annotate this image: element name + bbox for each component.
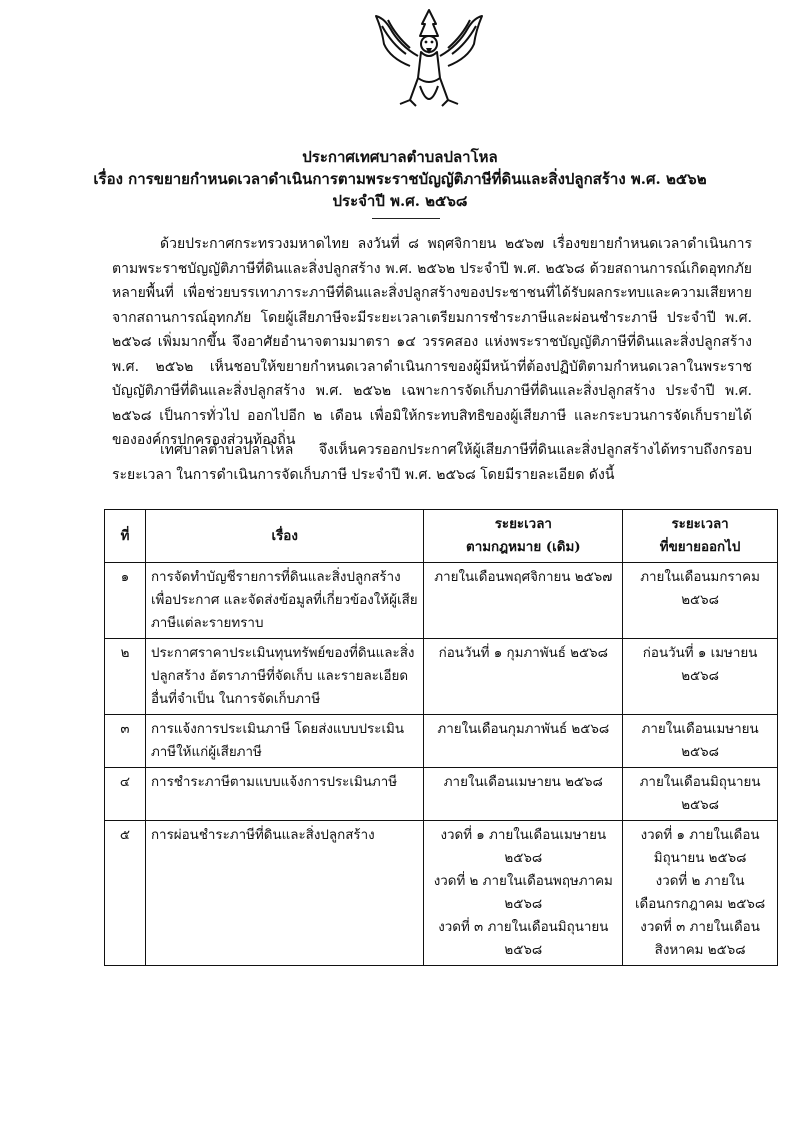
row-new-period: ภายในเดือนมกราคม ๒๕๖๘ xyxy=(623,563,778,639)
row-old-period: ภายในเดือนกุมภาพันธ์ ๒๕๖๘ xyxy=(424,715,623,768)
installment-old-line: ๒๕๖๘ xyxy=(504,943,543,958)
title-underline xyxy=(372,218,440,219)
table-row xyxy=(105,563,778,639)
row-subject: การผ่อนชำระภาษีที่ดินและสิ่งปลูกสร้าง xyxy=(145,821,424,966)
installment-old-line: ๒๕๖๘ xyxy=(504,851,543,866)
table-header-row xyxy=(105,510,778,563)
installment-new-line: งวดที่ ๑ ภายในเดือน xyxy=(640,828,760,843)
row-subject: การแจ้งการประเมินภาษี โดยส่งแบบประเมินภาษีให้แก่ผู้เสียภาษี xyxy=(145,715,424,768)
installment-new-line: มิถุนายน ๒๕๖๘ xyxy=(653,851,747,866)
installment-old-line: ๒๕๖๘ xyxy=(504,897,543,912)
header-new-period xyxy=(623,510,778,563)
header-no: ที่ xyxy=(105,510,146,563)
row-new-period: ก่อนวันที่ ๑ เมษายน ๒๕๖๘ xyxy=(623,639,778,715)
paragraph-background: ด้วยประกาศกระทรวงมหาดไทย ลงวันที่ ๘ พฤศจิกายน ๒๕๖๗ เรื่องขยายกำหนดเวลาดำเนินการตามพระราชบัญญัติภาษีที่ดินและสิ่งปลูกสร้าง พ.ศ. ๒๕๖๒ ประจำปี พ.ศ. ๒๕๖๘ ด้วยสถานการณ์เกิดอุทกภัยหลายพื้นที่ เพื่อช่วยบรรเทาภาระภาษีที่ดินและสิ่งปลูกสร้างของประชาชนที่ได้รับผลกระทบและความเสียหายจากสถานการณ์อุทกภัย โดยผู้เสียภาษีจะมีระยะเวลาเตรียมการชำระภาษีและผ่อนชำระภาษี ประจำปี พ.ศ. ๒๕๖๘ เพิ่มมากขึ้น จึงอาศัยอำนาจตามมาตรา ๑๔ วรรคสอง แห่งพระราชบัญญัติภาษีที่ดินและสิ่งปลูกสร้าง พ.ศ. ๒๕๖๒ เห็นชอบให้ขยายกำหนดเวลาดำเนินการของผู้มีหน้าที่ต้องปฏิบัติตามกำหนดเวลาในพระราชบัญญัติภาษีที่ดินและสิ่งปลูกสร้าง พ.ศ. ๒๕๖๒ เฉพาะการจัดเก็บภาษีที่ดินและสิ่งปลูกสร้าง ประจำปี พ.ศ. ๒๕๖๘ เป็นการทั่วไป ออกไปอีก ๒ เดือน เพื่อมิให้กระทบสิทธิของผู้เสียภาษี และกระบวนการจัดเก็บรายได้ขององค์กรปกครองส่วนท้องถิ่น xyxy=(112,236,752,448)
installment-new-line: งวดที่ ๒ ภายใน xyxy=(655,874,745,889)
row-old-period: ก่อนวันที่ ๑ กุมภาพันธ์ ๒๕๖๘ xyxy=(424,639,623,715)
issuer-title: ประกาศเทศบาลตำบลปลาโหล xyxy=(302,148,498,166)
row-new-period xyxy=(623,821,778,966)
row-no: ๓ xyxy=(105,715,146,768)
header-old-line2: ตามกฎหมาย (เดิม) xyxy=(466,539,581,555)
table-row xyxy=(105,715,778,768)
row-old-period xyxy=(424,821,623,966)
row-no: ๔ xyxy=(105,768,146,821)
row-no: ๕ xyxy=(105,821,146,966)
header-old-line1: ระยะเวลา xyxy=(494,516,552,532)
header-subject: เรื่อง xyxy=(145,510,424,563)
installment-new-line: สิงหาคม ๒๕๖๘ xyxy=(654,943,746,958)
row-subject: การจัดทำบัญชีรายการที่ดินและสิ่งปลูกสร้าง เพื่อประกาศ และจัดส่งข้อมูลที่เกี่ยวข้องให้ผู้เสียภาษีแต่ละรายทราบ xyxy=(145,563,424,639)
paragraph-announcement: เทศบาลตำบลปลาโหล จึงเห็นควรออกประกาศให้ผู้เสียภาษีที่ดินและสิ่งปลูกสร้างได้ทราบถึงกรอบระยะเวลา ในการดำเนินการจัดเก็บภาษี ประจำปี พ.ศ. ๒๕๖๘ โดยมีรายละเอียด ดังนี้ xyxy=(112,442,752,483)
row-new-period: ภายในเดือนเมษายน ๒๕๖๘ xyxy=(623,715,778,768)
installment-old-line: งวดที่ ๓ ภายในเดือนมิถุนายน xyxy=(438,920,609,935)
table-row xyxy=(105,821,778,966)
row-new-period: ภายในเดือนมิถุนายน ๒๕๖๘ xyxy=(623,768,778,821)
announcement-year: ประจำปี พ.ศ. ๒๕๖๘ xyxy=(332,192,468,210)
announcement-subject: เรื่อง การขยายกำหนดเวลาดำเนินการตามพระราชบัญญัติภาษีที่ดินและสิ่งปลูกสร้าง พ.ศ. ๒๕๖๒ xyxy=(93,170,707,188)
installment-old-line: งวดที่ ๑ ภายในเดือนเมษายน xyxy=(440,828,607,843)
garuda-emblem-icon xyxy=(370,6,488,118)
header-new-line2: ที่ขยายออกไป xyxy=(659,539,741,555)
installment-new-line: งวดที่ ๓ ภายในเดือน xyxy=(640,920,760,935)
row-old-period: ภายในเดือนพฤศจิกายน ๒๕๖๗ xyxy=(424,563,623,639)
table-row xyxy=(105,639,778,715)
row-no: ๒ xyxy=(105,639,146,715)
row-old-period: ภายในเดือนเมษายน ๒๕๖๘ xyxy=(424,768,623,821)
header-old-period xyxy=(424,510,623,563)
installment-new-line: เดือนกรกฎาคม ๒๕๖๘ xyxy=(634,897,766,912)
header-new-line1: ระยะเวลา xyxy=(671,516,729,532)
row-subject: ประกาศราคาประเมินทุนทรัพย์ของที่ดินและสิ่งปลูกสร้าง อัตราภาษีที่จัดเก็บ และรายละเอียดอื่นที่จำเป็น ในการจัดเก็บภาษี xyxy=(145,639,424,715)
row-no: ๑ xyxy=(105,563,146,639)
table-row xyxy=(105,768,778,821)
schedule-table xyxy=(104,509,778,966)
installment-old-line: งวดที่ ๒ ภายในเดือนพฤษภาคม xyxy=(433,874,613,889)
row-subject: การชำระภาษีตามแบบแจ้งการประเมินภาษี xyxy=(145,768,424,821)
